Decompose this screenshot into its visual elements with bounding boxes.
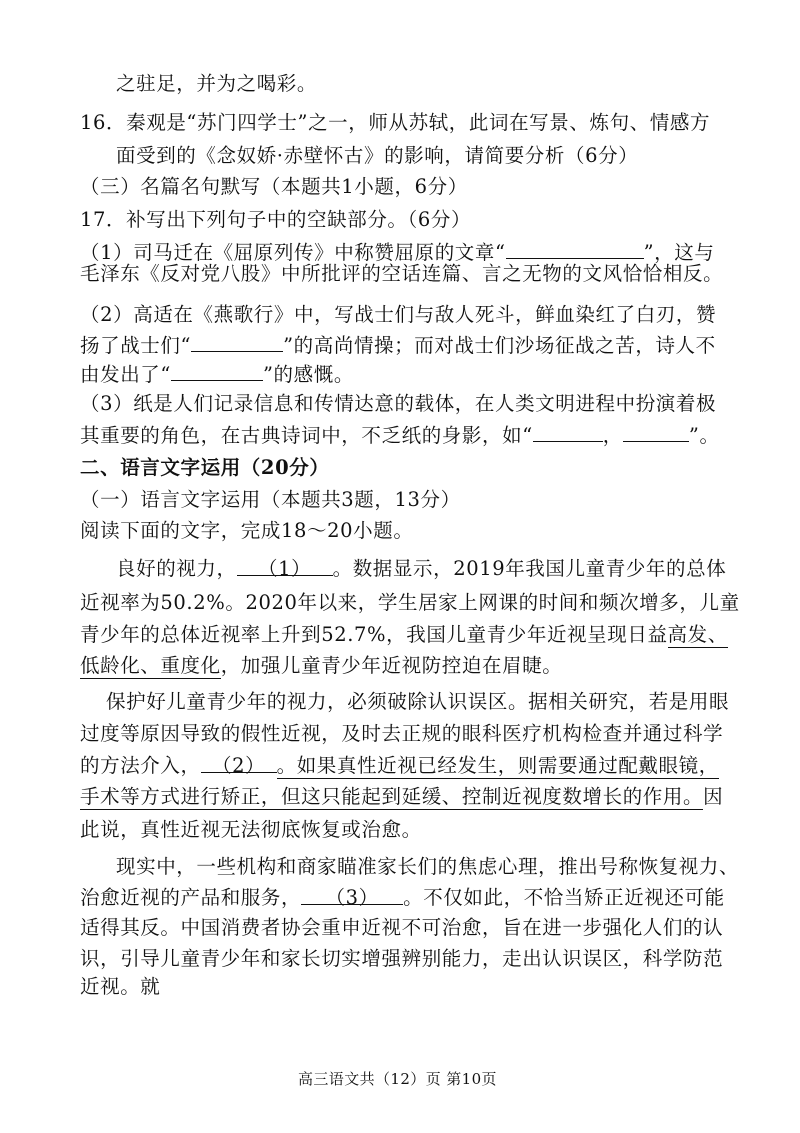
question-17-2-line2: 扬了战士们“ ”的高尚情操；而对战士们沙场征战之苦，诗人不 <box>80 331 716 360</box>
underlined-sentence: 。如果真性近视已经发生，则需要通过配戴眼镜， <box>276 754 719 777</box>
paragraph-3-line2: 治愈近视的产品和服务， （3） 。不仅如此，不恰当矫正近视还可能 <box>80 886 725 909</box>
part-2-heading: 二、语言文字运用（20分） <box>80 456 330 479</box>
continuation-line: 之驻足，并为之喝彩。 <box>116 72 318 95</box>
paragraph-2-line2: 过度等原因导致的假性近视，及时去正规的眼科医疗机构检查并通过科学 <box>80 722 724 745</box>
paragraph-2: 保护好儿童青少年的视力，必须破除认识误区。据相关研究，若是用眼 <box>106 690 730 713</box>
question-17-1: （1）司马迁在《屈原列传》中称赞屈原的文章“ ”，这与 <box>80 238 714 267</box>
paragraph-1-line3: 青少年的总体近视率上升到52.7%，我国儿童青少年近视呈现日益高发、 <box>80 623 728 646</box>
paragraph-1-line2: 近视率为50.2%。2020年以来，学生居家上网课的时间和频次增多，儿童 <box>80 591 740 614</box>
answer-blank[interactable] <box>506 238 644 259</box>
blank-2[interactable]: （2） <box>201 752 277 773</box>
paragraph-2-line3: 的方法介入， （2） 。如果真性近视已经发生，则需要通过配戴眼镜， <box>80 754 719 777</box>
question-17-1-line2: 毛泽东《反对党八股》中所批评的空话连篇、言之无物的文风恰恰相反。 <box>80 262 724 285</box>
paragraph-3-line3: 适得其反。中国消费者协会重申近视不可治愈，旨在进一步强化人们的认 <box>80 916 724 939</box>
paragraph-1: 良好的视力， （1） 。数据显示，2019年我国儿童青少年的总体 <box>116 557 727 580</box>
paragraph-3-line5: 近视。就 <box>80 975 161 998</box>
blank-3[interactable]: （3） <box>301 884 403 905</box>
question-16-line2: 面受到的《念奴娇·赤壁怀古》的影响，请简要分析（6分） <box>116 144 639 167</box>
underlined-phrase: 高发、 <box>667 623 728 646</box>
section-3-heading: （三）名篇名句默写（本题共1小题，6分） <box>80 175 468 198</box>
answer-blank[interactable] <box>533 421 603 442</box>
question-17-2-line3: 由发出了“ ”的感慨。 <box>80 360 354 389</box>
question-16: 16．秦观是“苏门四学士”之一，师从苏轼，此词在写景、炼句、情感方 <box>80 111 711 134</box>
paragraph-2-line5: 此说，真性近视无法彻底恢复或治愈。 <box>80 818 422 841</box>
answer-blank[interactable] <box>171 360 263 381</box>
question-17-2: （2）高适在《燕歌行》中，写战士们与敌人死斗，鲜血染红了白刃，赞 <box>80 303 717 326</box>
underlined-phrase: 低龄化、重度化 <box>80 654 221 677</box>
reading-instruction: 阅读下面的文字，完成18～20小题。 <box>80 519 414 542</box>
underlined-sentence: 手术等方式进行矫正，但这只能起到延缓、控制近视度数增长的作用。 <box>80 785 704 808</box>
paragraph-1-line4: 低龄化、重度化，加强儿童青少年近视防控迫在眉睫。 <box>80 654 563 677</box>
blank-1[interactable]: （1） <box>237 555 333 576</box>
question-17-3-line2: 其重要的角色，在古典诗词中，不乏纸的身影，如“ ， ”。 <box>80 421 720 450</box>
paragraph-3: 现实中，一些机构和商家瞄准家长们的焦虑心理，推出号称恢复视力、 <box>116 855 740 878</box>
section-1-heading: （一）语言文字运用（本题共3题，13分） <box>80 488 461 511</box>
answer-blank[interactable] <box>191 331 283 352</box>
question-17: 17．补写出下列句子中的空缺部分。（6分） <box>80 208 472 231</box>
answer-blank[interactable] <box>623 421 689 442</box>
paragraph-3-line4: 识，引导儿童青少年和家长切实增强辨别能力，走出认识误区，科学防范 <box>80 947 724 970</box>
paragraph-2-line4: 手术等方式进行矫正，但这只能起到延缓、控制近视度数增长的作用。因 <box>80 785 724 808</box>
page-footer: 高三语文共（12）页 第10页 <box>298 1070 497 1088</box>
question-17-3: （3）纸是人们记录信息和传情达意的载体，在人类文明进程中扮演着极 <box>80 392 717 415</box>
